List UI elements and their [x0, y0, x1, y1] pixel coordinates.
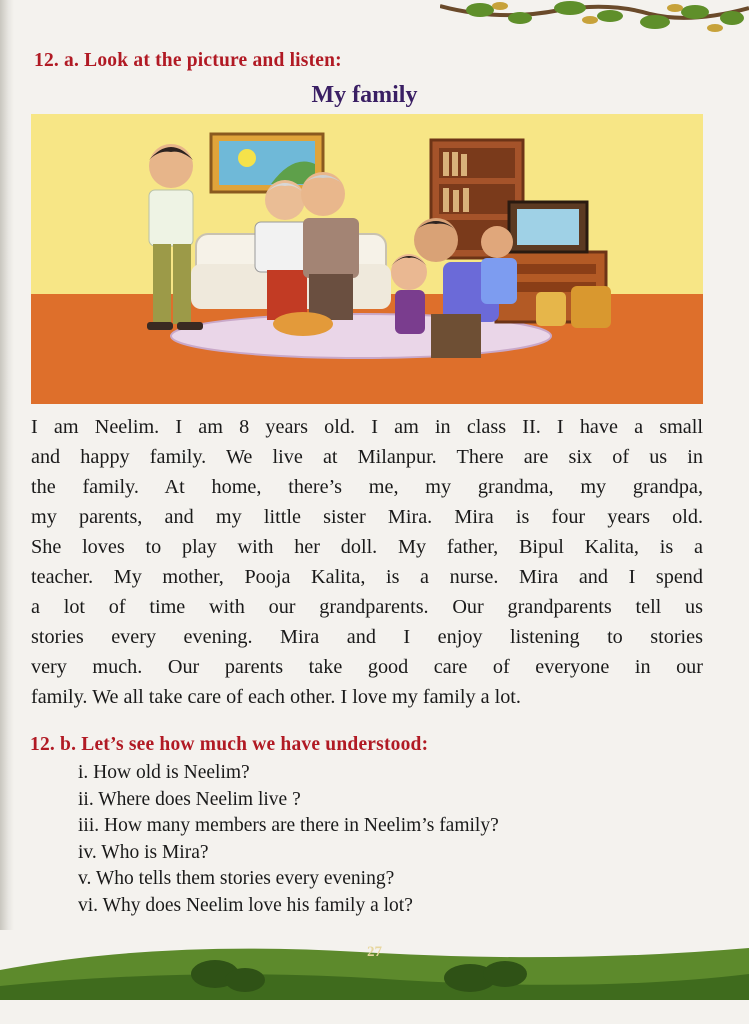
question-item: i. How old is Neelim?: [78, 762, 250, 783]
question-item: iii. How many members are there in Neelim’s family?: [78, 815, 499, 836]
question-item: vi. Why does Neelim love his family a lot?: [78, 894, 413, 916]
passage-line: and happy family. We live at Milanpur. There are six of us in: [31, 446, 703, 468]
passage-line: the family. At home, there’s me, my grandma, my grandpa,: [31, 476, 703, 498]
passage-line: stories every evening. Mira and I enjoy listening to stories: [31, 626, 703, 648]
section-a-heading: 12. a. Look at the picture and listen:: [34, 50, 342, 71]
passage-line: a lot of time with our grandparents. Our grandparents tell us: [31, 596, 703, 618]
passage-line: I am Neelim. I am 8 years old. I am in class II. I have a small: [31, 416, 703, 438]
question-item: v. Who tells them stories every evening?: [78, 868, 395, 889]
page-title: My family: [311, 82, 418, 108]
passage-line: family. We all take care of each other. I love my family a lot.: [31, 686, 521, 708]
foliage-decoration: [440, 0, 749, 40]
passage-text: [31, 412, 703, 712]
passage-line: teacher. My mother, Pooja Kalita, is a nurse. Mira and I spend: [31, 566, 703, 588]
section-b-heading: 12. b. Let’s see how much we have understood:: [30, 734, 429, 755]
question-item: iv. Who is Mira?: [78, 841, 209, 863]
page-binding-edge: [0, 0, 14, 1024]
page-number: 27: [367, 944, 382, 960]
passage-line: my parents, and my little sister Mira. Mira is four years old.: [31, 506, 703, 528]
question-list: [78, 760, 499, 919]
family-illustration: [31, 114, 703, 404]
passage-line: very much. Our parents take good care of everyone in our: [31, 656, 703, 678]
question-item: ii. Where does Neelim live ?: [78, 788, 301, 810]
passage-line: She loves to play with her doll. My father, Bipul Kalita, is a: [31, 536, 703, 558]
